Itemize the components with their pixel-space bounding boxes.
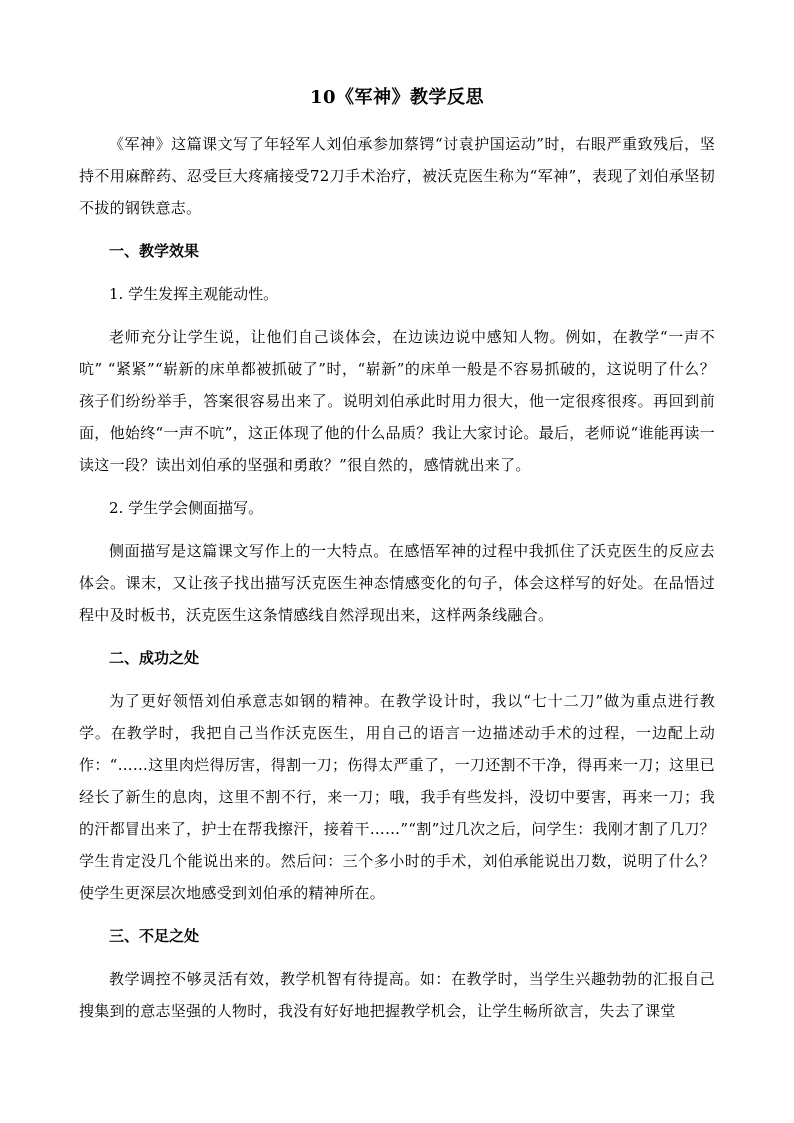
document-body: [79, 128, 715, 1038]
item-title-1: 1. 学生发挥主观能动性。: [109, 285, 279, 303]
item-title-2: 2. 学生学会侧面描写。: [109, 499, 264, 517]
section-heading-shortcomings: 三、不足之处: [109, 927, 200, 945]
section-heading-success: 二、成功之处: [109, 649, 200, 667]
item-body-1: 老师充分让学生说，让他们自己谈体会，在边读边说中感知人物。例如，在教学“一声不吭” “紧紧”“崭新的床单都被抓破了”时，“崭新”的床单一般是不容易抓破的，这说明了什么？ 孩子们纷纷举手，答案很容易出来了。说明刘伯承此时用力很大，他一定很疼很疼。再回到前面，他始终“一声不吭”，这正体现了他的什么品质？我让大家讨论。最后，老师说“谁能再读一读这一段？读出刘伯承的坚强和勇敢？”很自然的，感情就出来了。: [79, 328, 715, 474]
item-body-2: 侧面描写是这篇课文写作上的一大特点。在感悟军神的过程中我抓住了沃克医生的反应去体会。课末，又让孩子找出描写沃克医生神态情感变化的句子，体会这样写的好处。在品悟过程中及时板书，沃克医生这条情感线自然浮现出来，这样两条线融合。: [79, 542, 715, 624]
shortcomings-paragraph: 教学调控不够灵活有效，教学机智有待提高。如：在教学时，当学生兴趣勃勃的汇报自己搜集到的意志坚强的人物时，我没有好好地把握教学机会，让学生畅所欲言，失去了课堂: [79, 970, 715, 1020]
success-paragraph: 为了更好领悟刘伯承意志如钢的精神。在教学设计时，我以“七十二刀”做为重点进行教学。在教学时，我把自己当作沃克医生，用自己的语言一边描述动手术的过程，一边配上动作：“……这里肉烂得厉害，得割一刀；伤得太严重了，一刀还割不干净，得再来一刀；这里已经长了新生的息肉，这里不割不行，来一刀；哦，我手有些发抖，没切中要害，再来一刀；我的汗都冒出来了，护士在帮我擦汗，接着干……”“割”过几次之后，问学生：我刚才割了几刀？学生肯定没几个能说出来的。然后问：三个多小时的手术，刘伯承能说出刀数，说明了什么？使学生更深层次地感受到刘伯承的精神所在。: [79, 692, 715, 902]
document-title: 10《军神》教学反思: [309, 87, 485, 108]
section-heading-effects: 一、教学效果: [109, 242, 200, 260]
intro-paragraph: 《军神》这篇课文写了年轻军人刘伯承参加蔡锷“讨袁护国运动”时，右眼严重致残后，坚持不用麻醉药、忍受巨大疼痛接受72刀手术治疗，被沃克医生称为“军神”，表现了刘伯承坚韧不拔的钢铁意志。: [79, 135, 715, 217]
